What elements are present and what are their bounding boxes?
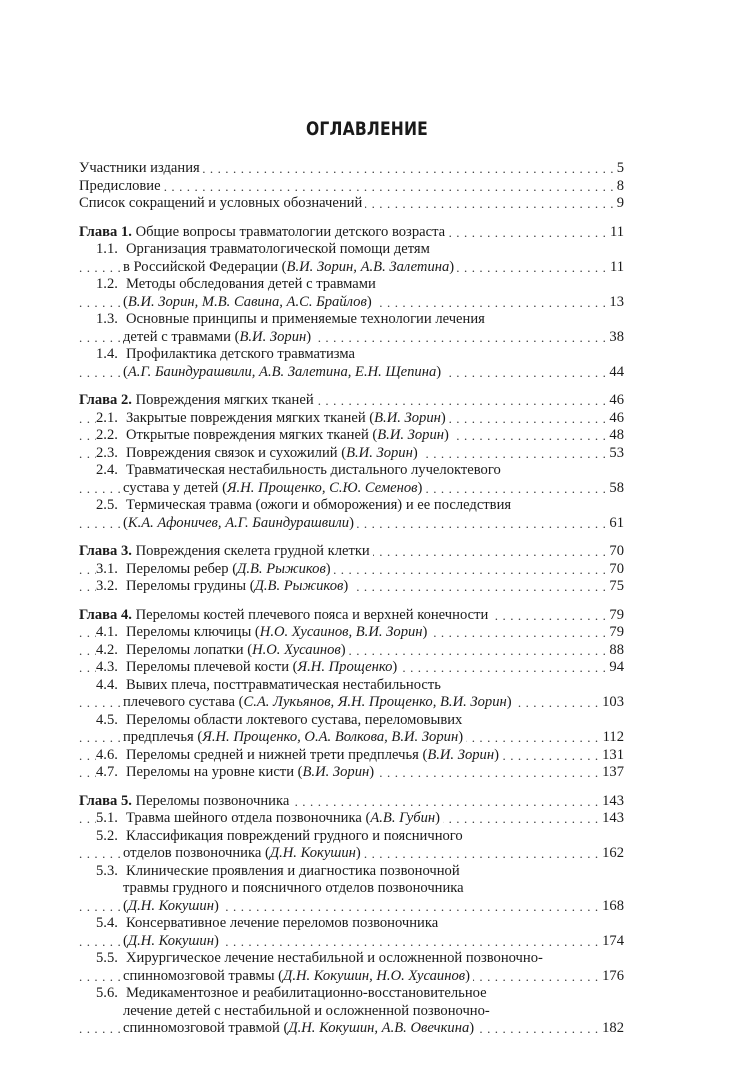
page-number: 38 [606,329,624,347]
authors: К.А. Афоничев, А.Г. Баиндурашвили [127,514,350,531]
page-number: 131 [599,747,624,765]
toc-entry[interactable]: 1.1. Организация травматологической помощи детям [79,241,624,259]
authors: В.И. Зорин, М.В. Савина, А.С. Брайлов [127,293,367,310]
chapter-title: Повреждения мягких тканей [135,392,314,408]
authors: Д.В. Рыжиков [237,560,326,577]
toc-entry[interactable]: 5.4. Консервативное лечение переломов позвоночника [79,915,624,933]
authors: В.И. Зорин [377,427,445,443]
authors: В.И. Зорин [427,746,495,763]
chapter-label: Глава 1. [79,223,132,240]
toc-entry-continued[interactable]: . . . (Д.Н. Кокушин) 168 [79,898,624,916]
toc-entry[interactable]: . . . 4.7. Переломы на уровне кисти (В.И. Зорин) 137 [79,764,624,782]
chapter-heading[interactable] [79,224,624,242]
authors: В.И. Зорин [346,444,413,461]
chapter-heading[interactable] [79,392,624,410]
chapter-heading[interactable] [79,793,624,811]
toc-entry[interactable]: . . . 2.1. Закрытые повреждения мягких тканей (В.И. Зорин) 46 [79,410,624,428]
toc-entry[interactable]: 2.5. Термическая травма (ожоги и обморожения) и ее последствия [79,497,624,515]
page-number: 53 [606,445,624,463]
toc-entry-continued[interactable]: . . . спинномозговой травмой (Д.Н. Кокушин, А.В. Овечкина) 182 [79,1020,624,1038]
page-number: 5 [614,160,624,178]
authors: В.И. Зорин [302,764,370,780]
toc-entry[interactable]: 1.4. Профилактика детского травматизма [79,346,624,364]
authors: Д.Н. Кокушин [127,897,214,914]
page-number: 94 [606,659,624,677]
page-number: 103 [599,694,624,712]
toc-entry-continued[interactable]: . . . сустава у детей (Я.Н. Прощенко, С.Ю. Семенов) 58 [79,480,624,498]
authors: А.В. Губин [370,810,436,826]
toc-entry[interactable]: . . . 2.2. Открытые повреждения мягких тканей (В.И. Зорин) 48 [79,427,624,445]
authors: Я.Н. Прощенко, О.А. Волкова, В.И. Зорин [202,729,459,745]
page-number: 9 [614,195,624,213]
page-number: 168 [599,898,624,916]
authors: Д.Н. Кокушин, Н.О. Хусаинов [283,967,466,984]
authors: Д.Н. Кокушин, А.В. Овечкина [288,1020,470,1036]
page-number: 88 [606,642,624,660]
chapter-title: Переломы костей плечевого пояса и верхней конечности [135,606,489,623]
page-number: 11 [607,224,624,242]
page-number: 143 [599,793,624,811]
toc-entry-continued[interactable]: . . . плечевого сустава (С.А. Лукьянов, Я.Н. Прощенко, В.И. Зорин) 103 [79,694,624,712]
page-number: 143 [599,810,624,828]
toc-entry-continued[interactable]: . . . отделов позвоночника (Д.Н. Кокушин) 162 [79,845,624,863]
chapter-label: Глава 3. [79,543,132,559]
page-number: 46 [606,392,624,410]
toc-entry[interactable]: . . . Предисловие 8 [79,178,624,196]
toc-entry[interactable]: 2.4. Травматическая нестабильность дистального лучелоктевого [79,462,624,480]
page-number: 44 [606,364,624,382]
page-number: 46 [606,410,624,428]
page-number: 174 [599,933,624,951]
toc-entry-continued[interactable]: травмы грудного и поясничного отделов позвоночника [79,880,624,898]
chapter-title: Переломы позвоночника [135,792,290,809]
authors: Д.Н. Кокушин [269,845,356,861]
page-number: 58 [606,480,624,498]
toc-entry[interactable]: . . . Участники издания 5 [79,160,624,178]
toc-entry[interactable]: 5.6. Медикаментозное и реабилитационно-восстановительное [79,985,624,1003]
toc-entry[interactable]: . . . 5.1. Травма шейного отдела позвоночника (А.В. Губин) 143 [79,810,624,828]
page-number: 61 [606,515,624,533]
toc-entry-continued[interactable]: . . . (К.А. Афоничев, А.Г. Баиндурашвили) 61 [79,515,624,533]
chapter-heading[interactable] [79,543,624,561]
chapter-title: Общие вопросы травматологии детского возраста [135,223,446,240]
toc-entry-continued[interactable]: . . . (Д.Н. Кокушин) 174 [79,933,624,951]
toc-entry[interactable]: 1.2. Методы обследования детей с травмами [79,276,624,294]
authors: Я.Н. Прощенко, С.Ю. Семенов [226,479,418,496]
authors: Д.В. Рыжиков [254,578,344,594]
toc-entry[interactable]: 4.5. Переломы области локтевого сустава, переломовывих [79,712,624,730]
page-number: 70 [606,543,624,561]
toc-entry[interactable]: 4.4. Вывих плеча, посттравматическая нестабильность [79,677,624,695]
toc-entry-continued[interactable]: . . . (А.Г. Баиндурашвили, А.В. Залетина, Е.Н. Щепина) 44 [79,364,624,382]
authors: Н.О. Хусаинов, В.И. Зорин [259,624,423,640]
toc-entry[interactable]: . . . 3.1. Переломы ребер (Д.В. Рыжиков) 70 [79,561,624,579]
table-of-contents [79,160,624,1038]
page-number: 13 [606,294,624,312]
chapter-title: Повреждения скелета грудной клетки [135,543,370,559]
toc-entry[interactable]: . . . 4.2. Переломы лопатки (Н.О. Хусаинов) 88 [79,642,624,660]
page-number: 75 [606,578,624,596]
toc-entry[interactable]: . . . 3.2. Переломы грудины (Д.В. Рыжиков) 75 [79,578,624,596]
toc-entry[interactable]: . . . 4.3. Переломы плечевой кости (Я.Н. Прощенко) 94 [79,659,624,677]
authors: В.И. Зорин [239,328,307,345]
page-number: 79 [606,624,624,642]
authors: В.И. Зорин, А.В. Залетина [286,258,450,275]
toc-entry-continued[interactable]: . . . (В.И. Зорин, М.В. Савина, А.С. Брайлов) 13 [79,294,624,312]
chapter-label: Глава 2. [79,392,132,408]
authors: Я.Н. Прощенко [297,659,393,675]
toc-entry[interactable]: . . . Список сокращений и условных обозначений 9 [79,195,624,213]
authors: Н.О. Хусаинов [252,641,341,658]
chapter-label: Глава 4. [79,606,132,623]
page-number: 182 [599,1020,624,1038]
authors: С.А. Лукьянов, Я.Н. Прощенко, В.И. Зорин [243,694,507,710]
chapter-label: Глава 5. [79,792,132,809]
toc-entry[interactable]: 5.2. Классификация повреждений грудного и поясничного [79,828,624,846]
page-number: 48 [606,427,624,445]
toc-entry[interactable]: 5.3. Клинические проявления и диагностика позвоночной [79,863,624,881]
toc-entry[interactable]: . . . 2.3. Повреждения связок и сухожилий (В.И. Зорин) 53 [79,445,624,463]
toc-entry-continued[interactable]: . . . в Российской Федерации (В.И. Зорин, А.В. Залетина) 11 [79,259,624,277]
page-number: 70 [606,561,624,579]
toc-entry[interactable]: 5.5. Хирургическое лечение нестабильной и осложненной позвоночно- [79,950,624,968]
toc-entry-continued[interactable]: . . . предплечья (Я.Н. Прощенко, О.А. Волкова, В.И. Зорин) 112 [79,729,624,747]
toc-entry[interactable]: . . . 4.6. Переломы средней и нижней трети предплечья (В.И. Зорин) 131 [79,747,624,765]
toc-entry[interactable]: 1.3. Основные принципы и применяемые технологии лечения [79,311,624,329]
page-title: ОГЛАВЛЕНИЕ [305,118,429,140]
page-number: 8 [614,178,624,196]
page-number: 162 [599,845,624,863]
authors: А.Г. Баиндурашвили, А.В. Залетина, Е.Н. Щепина [127,363,437,380]
page-number: 176 [599,968,624,986]
page-number: 79 [606,607,624,625]
chapter-heading[interactable] [79,607,624,625]
authors: В.И. Зорин [374,409,441,426]
authors: Д.Н. Кокушин [127,932,214,949]
page-number: 112 [600,729,624,747]
page-number: 137 [599,764,624,782]
toc-entry-continued[interactable]: лечение детей с нестабильной и осложненной позвоночно- [79,1003,624,1021]
toc-entry-continued[interactable]: . . . детей с травмами (В.И. Зорин) 38 [79,329,624,347]
page-number: 11 [607,259,624,277]
toc-entry-continued[interactable]: . . . спинномозговой травмы (Д.Н. Кокушин, Н.О. Хусаинов) 176 [79,968,624,986]
toc-entry[interactable]: . . . 4.1. Переломы ключицы (Н.О. Хусаинов, В.И. Зорин) 79 [79,624,624,642]
